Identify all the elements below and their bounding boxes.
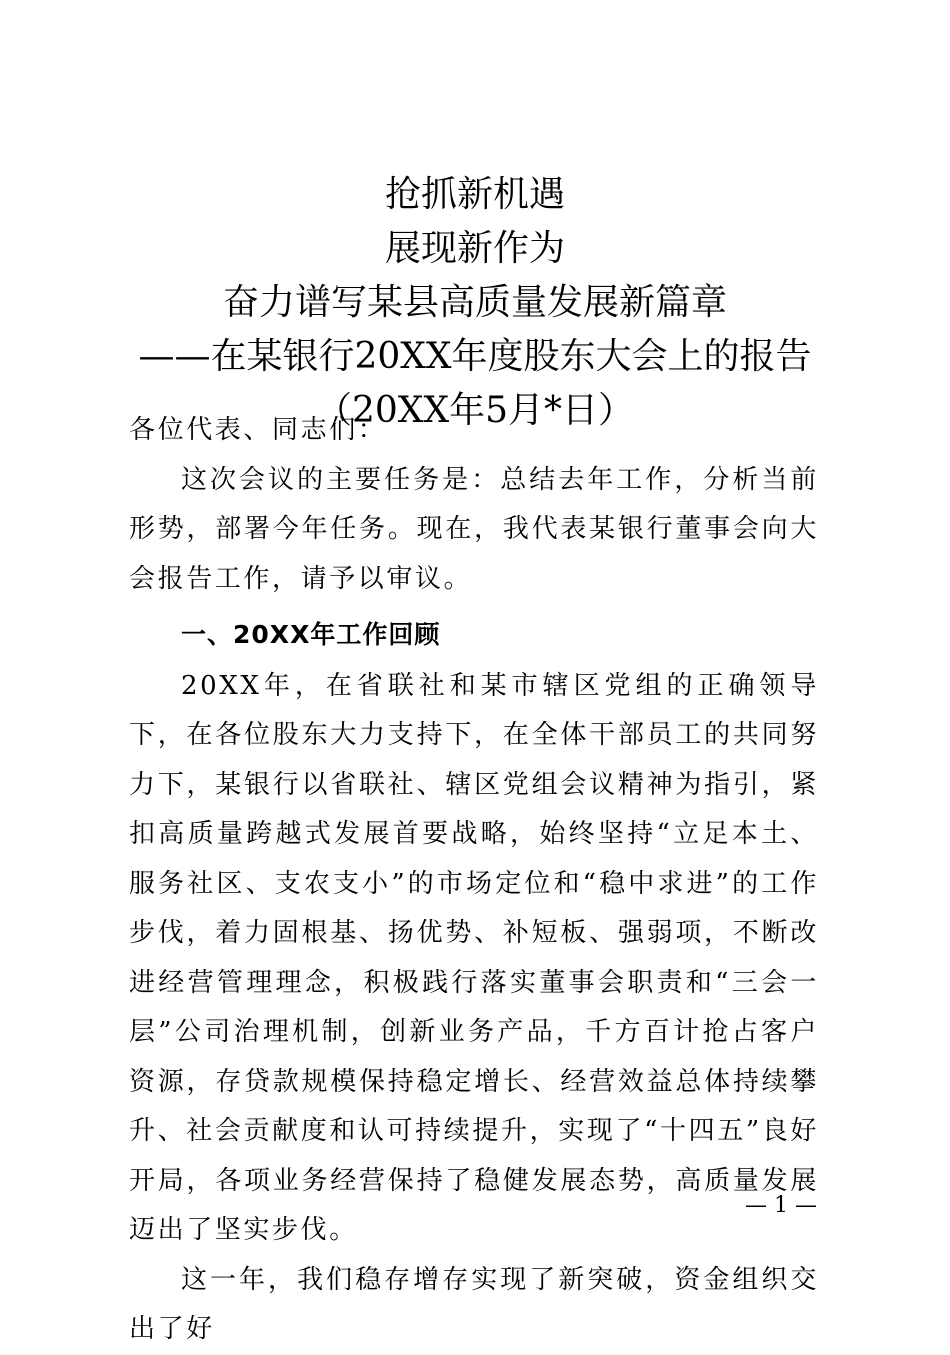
title-line-2: 展现新作为 [384, 228, 565, 269]
page-number: — 1 — [745, 1193, 817, 1218]
section-paragraph-2: 这一年，我们稳存增存实现了新突破，资金组织交出了好 [129, 1264, 819, 1344]
section-paragraph-1: 20XX年，在省联社和某市辖区党组的正确领导下，在各位股东大力支持下，在全体干部员工的共同努力下，某银行以省联社、辖区党组会议精神为指引，紧扣高质量跨越式发展首要战略，始终坚持“立足本土、服务社区、支农支小”的市场定位和“稳中求进”的工作步伐，着力固根基、扬优势、补短板、强弱项，不断改进经营管理理念，积极践行落实董事会职责和“三会一层”公司治理机制，创新业务产品，千方百计抢占客户资源，存贷款规模保持稳定增长、经营效益总体持续攀升、社会贡献度和认可持续提升，实现了“十四五”良好开局，各项业务经营保持了稳健发展态势，高质量发展迈出了坚实步伐。 [129, 670, 819, 1245]
title-block [120, 168, 830, 438]
title-line-1: 抢抓新机遇 [384, 174, 565, 215]
section-heading: 一、20XX年工作回顾 [181, 620, 441, 649]
title-line-3: 奋力谱写某县高质量发展新篇章 [222, 282, 727, 323]
body-text [129, 406, 819, 1355]
salutation: 各位代表、同志们： [129, 415, 387, 445]
intro-paragraph: 这次会议的主要任务是：总结去年工作，分析当前形势，部署今年任务。现在，我代表某银行董事会向大会报告工作，请予以审议。 [129, 464, 819, 594]
title-subtitle: ——在某银行20XX年度股东大会上的报告 [138, 336, 812, 377]
title-date: （20XX年5月*日） [316, 390, 634, 431]
